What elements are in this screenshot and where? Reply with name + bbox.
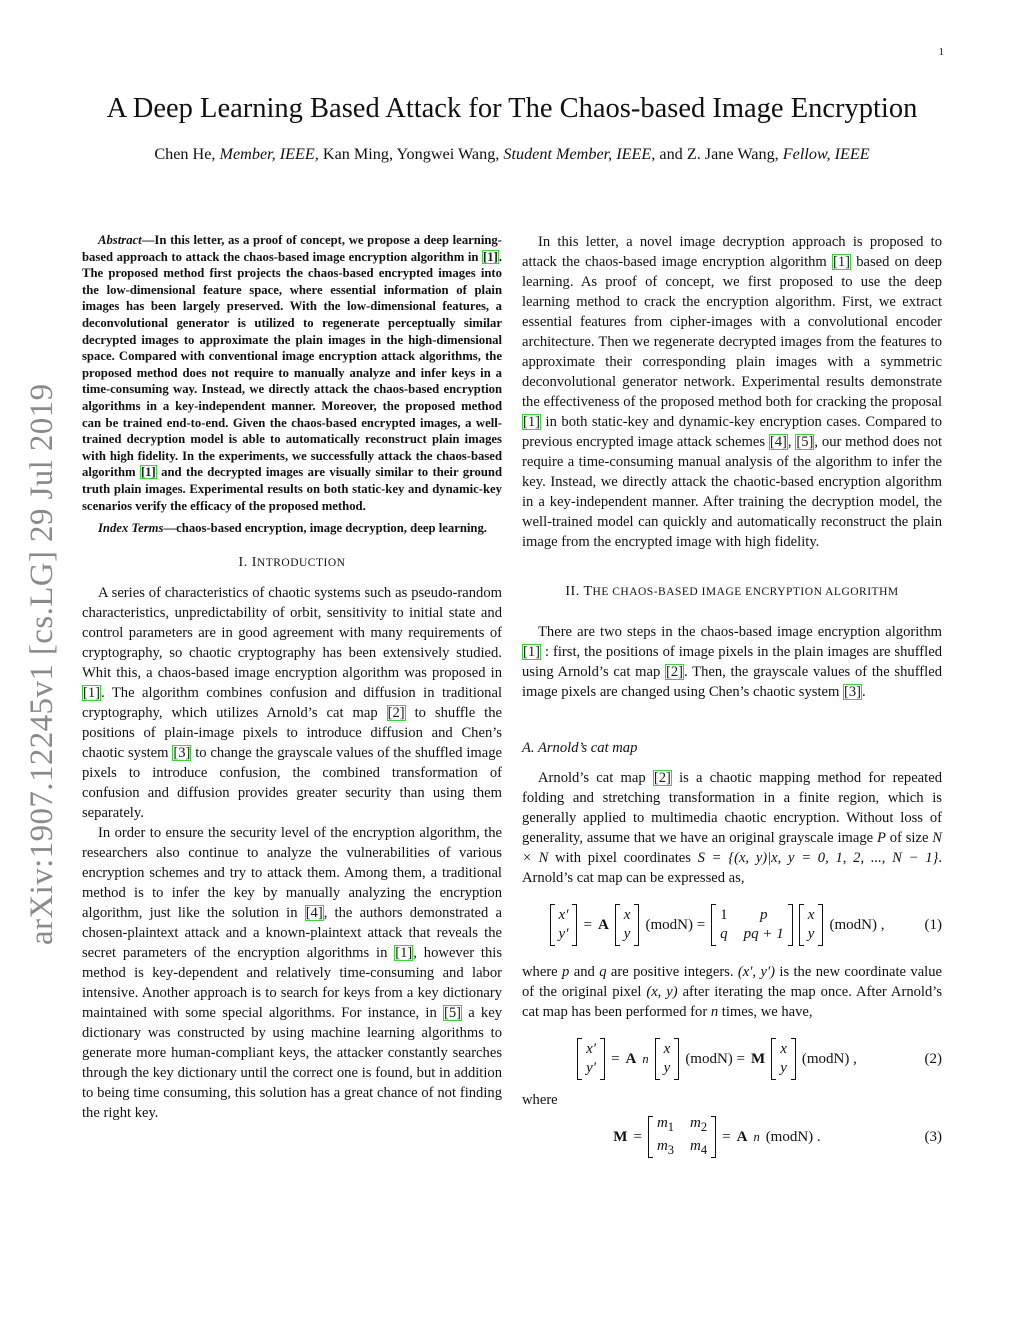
where-label: where [522, 1092, 558, 1108]
section-title: HE CHAOS-BASED IMAGE ENCRYPTION ALGORITHM [592, 586, 899, 598]
text: , [787, 434, 796, 450]
section-number: I. [238, 554, 252, 570]
matrix-cell: $m_2$ [690, 1115, 708, 1134]
index-terms-text: —chaos-based encryption, image decryption, deep learning. [163, 521, 487, 536]
math-symbol: A [736, 1129, 748, 1145]
matrix-cell: y′ [586, 1060, 597, 1076]
citation-link[interactable]: [2] [653, 770, 671, 786]
citation-link[interactable]: [4] [769, 434, 787, 450]
author-1: Chen He, [154, 145, 220, 163]
vector [771, 1038, 796, 1080]
citation-link[interactable]: [1] [523, 414, 541, 430]
matrix-cell: $m_1$ [656, 1115, 675, 1134]
text: . Then, the grayscale values of the shuffled image pixels are changed using Chen’s chaotic system [522, 664, 942, 700]
math-symbol: = [583, 917, 592, 933]
right-column [522, 232, 942, 1176]
citation-link[interactable]: [1] [140, 465, 156, 480]
vector [615, 904, 640, 946]
citation-link[interactable]: [3] [843, 684, 862, 700]
math-symbol: (modN) , [801, 1051, 857, 1067]
math-symbol: = [722, 1129, 731, 1145]
matrix-cell: y [623, 926, 631, 942]
math-inline: S = {(x, y)|x, y = 0, 1, 2, ..., N − 1} [697, 850, 939, 866]
section-heading-introduction [82, 553, 502, 573]
citation-link[interactable]: [2] [666, 664, 684, 680]
left-column [82, 232, 502, 1123]
text: times, we have, [718, 1004, 813, 1020]
math-symbol: A [625, 1051, 637, 1067]
citation-link[interactable]: [1] [523, 644, 541, 660]
equation-number: (2) [924, 1051, 942, 1067]
abstract-text: . The proposed method first projects the chaos-based encrypted images into the low-dimensional feature space, where essential information of plain images has been largely preserved. With the low-dimensional features, a deconvolutional generator is utilized to regenerate perceptually similar decrypted images to approximate the plain images in the high-dimensional space. Compared with conventional image encryption attack algorithms, the proposed method does not require to manually analyze and infer keys in a time-consuming way. Instead, we directly attack the chaos-based encryption algorithms in a key-independent manner. Moreover, the proposed method can be trained end-to-end. Given the chaos-based encrypted images, a well-trained decryption model is able to automatically reconstruct plain images with high fidelity. In the experiments, we successfully attack the chaos-based algorithm [82, 249, 502, 480]
section-heading-algorithm [522, 582, 942, 602]
paper-title: A Deep Learning Based Attack for The Chaos-based Image Encryption [106, 93, 918, 124]
text: In order to ensure the security level of the encryption algorithm, the researchers also continue to analyze the vulnerabilities of various encryption schemes and try to attack them. Among them, a traditional method is to infer the key by manually analyzing the encryption algorithm, just like the solution in [82, 824, 502, 921]
section-initial: I [251, 554, 257, 570]
text: to shuffle the positions of plain-image pixels to introduce diffusion and Chen’s chaotic system [82, 704, 502, 761]
index-terms-lead: Index Terms [98, 521, 164, 536]
citation-link[interactable]: [1] [395, 944, 413, 961]
matrix-cell: x [807, 907, 815, 923]
matrix-cell: q [720, 926, 728, 942]
matrix-cell: y [780, 1060, 787, 1076]
math-inline: q [599, 964, 607, 980]
math-symbol: = [611, 1051, 620, 1067]
math-inline: p [562, 964, 570, 980]
equation-2 [522, 1038, 942, 1080]
text: where [522, 964, 563, 980]
text: : first, the positions of image pixels in the plain images are shuffled using Arnold’s cat map [522, 644, 942, 680]
paragraph [522, 232, 942, 552]
math-inline: (x, y) [646, 984, 678, 1000]
math-inline: (x′, y′) [737, 964, 775, 980]
matrix-cell: x [663, 1041, 671, 1057]
matrix-cell: x [780, 1041, 787, 1057]
math-symbol: (modN) = [685, 1051, 746, 1067]
citation-link[interactable]: [5] [796, 434, 814, 450]
section-number: II. [565, 584, 584, 599]
author-2-role: Student Member, IEEE, [503, 145, 656, 163]
author-3: and Z. Jane Wang, [655, 145, 783, 163]
text: a key dictionary was constructed by using machine learning algorithms to generate more human-compliant keys, the attacker constantly searches through the key dictionary until the correct one is found, but in addition to being time consuming, this solution has a great chance of not finding the right key. [82, 1004, 502, 1121]
text: , however this method is key-dependent and relatively time-consuming and labor intensive. Another approach is to search for keys from a key dictionary maintained with some special algorithms. For instance, in [82, 944, 503, 1021]
paragraph [522, 622, 942, 702]
text: and [569, 964, 600, 980]
vector [799, 904, 824, 946]
matrix-cell: $m_4$ [690, 1138, 708, 1157]
author-line [0, 145, 1024, 164]
matrix-cell: x′ [586, 1041, 597, 1057]
matrix-cell: pq + 1 [743, 926, 784, 942]
subsection-heading: A. Arnold’s cat map [522, 740, 638, 756]
text: A series of characteristics of chaotic systems such as pseudo-random characteristics, unpredictability of orbit, sensitivity to initial state and control parameters are in good agreement with many requirements of cryptography, so chaotic cryptography has been extensively studied. Whit this, a chaos-based image encryption algorithm was proposed in [82, 584, 502, 681]
matrix-cell: p [759, 907, 768, 923]
abstract-text: —In this letter, as a proof of concept, we propose a deep learning-based approach to attack the chaos-based image encryption algorithm in [82, 233, 502, 264]
text: are positive integers. [606, 964, 738, 980]
equation-3 [522, 1114, 942, 1160]
matrix-cell: 1 [720, 907, 728, 923]
vector [655, 1038, 680, 1080]
paragraph [522, 962, 942, 1022]
citation-link[interactable]: [2] [387, 704, 405, 721]
math-symbol: M [613, 1129, 628, 1145]
index-terms [82, 520, 502, 537]
math-superscript: n [753, 1130, 760, 1144]
author-2: Kan Ming, Yongwei Wang, [318, 145, 504, 163]
matrix-cell: y [807, 926, 815, 942]
math-inline: n [710, 1004, 719, 1020]
text: , our method does not require a time-consuming manual analysis of the algorithm to infer the key. Instead, we directly attack the chaotic-based encryption algorithm in a key-independent manner. After training the decryption model, the well-trained model can quickly and automatically reconstruct the plain image from the encrypted image with high fidelity. [522, 434, 943, 550]
matrix-cell: x [623, 907, 631, 923]
citation-link[interactable]: [5] [443, 1004, 462, 1021]
text: In this letter, a novel image decryption approach is proposed to attack the chaos-based image encryption algorithm [522, 234, 942, 270]
matrix [711, 904, 793, 946]
math-symbol: (modN) , [829, 917, 885, 933]
abstract [82, 232, 502, 514]
author-1-role: Member, IEEE, [219, 145, 319, 163]
equation-number: (1) [924, 917, 942, 933]
text: is the new coordinate value of the original pixel [522, 964, 942, 1000]
matrix-cell: y [663, 1060, 671, 1076]
text: of size [885, 830, 933, 846]
vector [577, 1038, 605, 1080]
math-inline: P [876, 830, 886, 846]
text: There are two steps in the chaos-based image encryption algorithm [538, 624, 942, 640]
arxiv-stamp: arXiv:1907.12245v1 [cs.LG] 29 Jul 2019 [24, 383, 60, 945]
matrix-cell: $m_3$ [656, 1138, 675, 1157]
vector [550, 904, 578, 946]
section-title: NTRODUCTION [256, 556, 346, 569]
matrix [648, 1114, 716, 1160]
text: . [862, 684, 866, 700]
math-symbol: (modN) . [765, 1129, 821, 1145]
citation-link[interactable]: [1] [483, 249, 498, 264]
section-initial: T [583, 584, 593, 599]
math-superscript: n [642, 1052, 649, 1066]
text: after iterating the map once. After Arnold’s cat map has been performed for [522, 984, 942, 1020]
text: based on deep learning. As proof of concept, we first proposed to use the deep learning method to crack the encryption algorithm. First, we extract essential features from cipher-images with a convolutional encoder architecture. Then we regenerate decrypted images from the features to approximate their corresponding plain images with a symmetric deconvolutional generator network. Experimental results demonstrate the effectiveness of the proposed method both for cracking the proposal [522, 254, 942, 410]
text: with pixel coordinates [548, 850, 698, 866]
math-symbol: M [751, 1051, 766, 1067]
matrix-cell: x′ [558, 907, 569, 923]
text: is a chaotic mapping method for repeated folding and stretching transformation in a finite region, which is generally applied to multimedia chaotic encryption. Without loss of generality, assume that we have an original grayscale image [522, 770, 942, 846]
paragraph [82, 823, 502, 1123]
citation-link[interactable]: [3] [173, 744, 191, 761]
text: to change the grayscale values of the shuffled image pixels to introduce confusion, the combined transformation of confusion and diffusion provides greater security than using them separately. [82, 744, 502, 821]
citation-link[interactable]: [1] [833, 254, 851, 270]
page-number: 1 [938, 46, 944, 58]
math-inline: N × N [522, 830, 942, 866]
equation-number: (3) [924, 1129, 942, 1145]
abstract-lead: Abstract [98, 233, 142, 247]
citation-link[interactable]: [4] [305, 904, 323, 921]
matrix-cell: y′ [558, 926, 569, 942]
paragraph [82, 583, 502, 823]
author-3-role: Fellow, IEEE [782, 145, 870, 163]
math-symbol: (modN) = [645, 917, 706, 933]
text: . Arnold’s cat map can be expressed as, [522, 850, 942, 886]
text: , the authors demonstrated a chosen-plaintext attack and a known-plaintext attack that reveals the secret parameters of the encryption algorithms in [82, 904, 502, 961]
text: Arnold’s cat map [538, 770, 653, 786]
paragraph [522, 768, 942, 888]
abstract-text: and the decrypted images are visually similar to their ground truth plain images. Experimental results on both static-key and dynamic-key scenarios verify the efficacy of the proposed method. [82, 465, 502, 513]
text: . The algorithm combines confusion and diffusion in traditional cryptography, which utilizes Arnold’s cat map [82, 684, 502, 721]
math-symbol: = [633, 1129, 642, 1145]
equation-1 [522, 904, 942, 946]
citation-link[interactable]: [1] [83, 684, 101, 701]
text: in both static-key and dynamic-key encryption cases. Compared to previous encrypted image attack schemes [522, 414, 942, 450]
math-symbol: A [597, 917, 609, 933]
